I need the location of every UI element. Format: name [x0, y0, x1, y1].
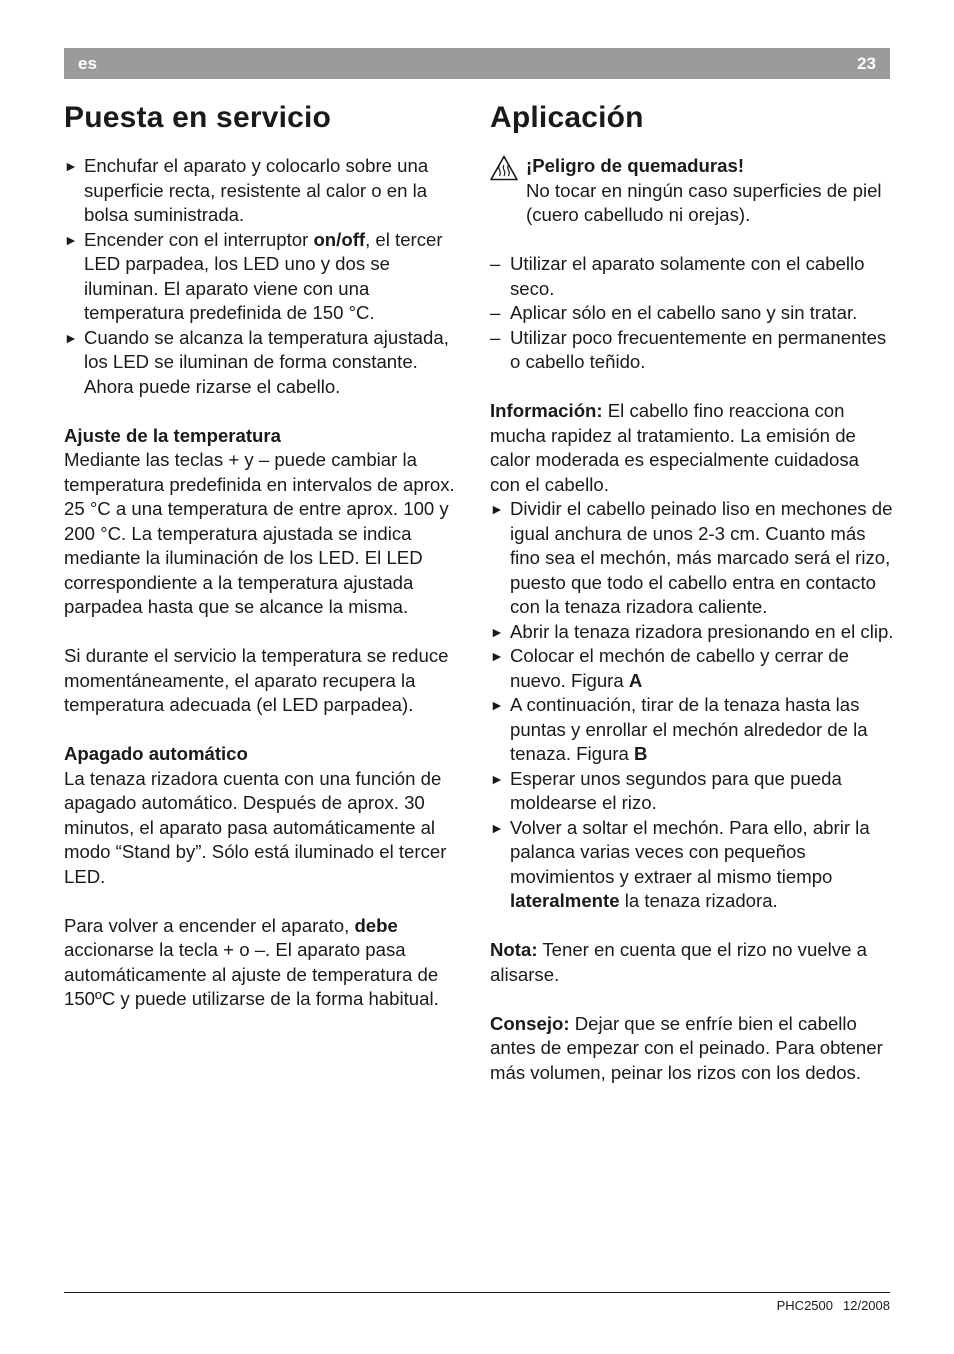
warning-text: No tocar en ningún caso superficies de piel (cuero cabelludo ni orejas).	[526, 179, 882, 225]
header-bar	[64, 48, 890, 79]
list-item: ► Volver a soltar el mechón. Para ello, abrir la palanca varias veces con pequeños movimientos y extraer al mismo tiempo lateralmente la tenaza rizadora.	[490, 816, 894, 914]
temperature-text: Mediante las teclas + y – puede cambiar la temperatura predefinida en intervalos de aprox. 25 °C a una temperatura de entre aprox. 100 y 200 °C. La temperatura ajustada se indica mediante la iluminación de los LED. El LED correspondiente a la temperatura ajustada parpadea hasta que se alcance la misma.	[64, 449, 455, 617]
list-item: ► A continuación, tirar de la tenaza hasta las puntas y enrollar el mechón alrededor de la tenaza. Figura B	[490, 693, 894, 767]
list-item: ► Abrir la tenaza rizadora presionando en el clip.	[490, 620, 894, 645]
burn-warning	[490, 154, 894, 228]
model-number: PHC2500	[776, 1298, 833, 1313]
auto-off-text-2: Para volver a encender el aparato, debe accionarse la tecla + o –. El aparato pasa automáticamente al ajuste de temperatura de 150ºC y puede utilizarse de la forma habitual.	[64, 914, 439, 1009]
info-paragraph: Información: El cabello fino reacciona con mucha rapidez al tratamiento. La emisión de calor moderada es especialmente cuidadosa con el cabello.	[490, 400, 859, 495]
page-number: 23	[857, 54, 876, 73]
list-item: ► Colocar el mechón de cabello y cerrar de nuevo. Figura A	[490, 644, 894, 693]
list-item: ► Cuando se alcanza la temperatura ajustada, los LED se iluminan de forma constante. Ahora puede rizarse el cabello.	[64, 326, 468, 400]
application-steps	[490, 497, 894, 914]
temperature-heading: Ajuste de la temperatura	[64, 424, 281, 446]
list-item: – Utilizar poco frecuentemente en permanentes o cabello teñido.	[490, 326, 894, 375]
right-column	[490, 98, 894, 1085]
list-item: ► Esperar unos segundos para que pueda moldearse el rizo.	[490, 767, 894, 816]
note-paragraph: Nota: Tener en cuenta que el rizo no vuelve a alisarse.	[490, 939, 867, 985]
edition-date: 12/2008	[843, 1298, 890, 1313]
section-title-setup: Puesta en servicio	[64, 101, 332, 134]
list-item: – Utilizar el aparato solamente con el cabello seco.	[490, 252, 894, 301]
footer-rule	[64, 1292, 890, 1293]
warning-title: ¡Peligro de quemaduras!	[526, 155, 745, 176]
list-item: ► Dividir el cabello peinado liso en mechones de igual anchura de unos 2-3 cm. Cuanto más fino sea el mechón, más marcado será el rizo, puesto que todo el cabello entra en contacto con la tenaza rizadora caliente.	[490, 497, 894, 620]
language-code: es	[78, 54, 97, 73]
left-column	[64, 98, 468, 1012]
list-item: ► Enchufar el aparato y colocarlo sobre una superficie recta, resistente al calor o en la bolsa suministrada.	[64, 154, 468, 228]
warning-hot-icon	[490, 155, 518, 181]
temperature-text-2: Si durante el servicio la temperatura se reduce momentáneamente, el aparato recupera la temperatura adecuada (el LED parpadea).	[64, 645, 449, 715]
section-title-application: Aplicación	[490, 101, 644, 134]
auto-off-heading: Apagado automático	[64, 743, 248, 764]
list-item: ► Encender con el interruptor on/off, el tercer LED parpadea, los LED uno y dos se iluminan. El aparato viene con una temperatura predefinida de 150 °C.	[64, 228, 468, 326]
list-item: – Aplicar sólo en el cabello sano y sin tratar.	[490, 301, 894, 326]
footer	[777, 1298, 890, 1313]
auto-off-text: La tenaza rizadora cuenta con una función de apagado automático. Después de aprox. 30 minutos, el aparato pasa automáticamente al modo “Stand by”. Sólo está iluminado el tercer LED.	[64, 767, 447, 887]
usage-rules	[490, 252, 894, 375]
setup-steps	[64, 154, 468, 399]
tip-paragraph: Consejo: Dejar que se enfríe bien el cabello antes de empezar con el peinado. Para obtener más volumen, peinar los rizos con los dedos.	[490, 1012, 883, 1083]
